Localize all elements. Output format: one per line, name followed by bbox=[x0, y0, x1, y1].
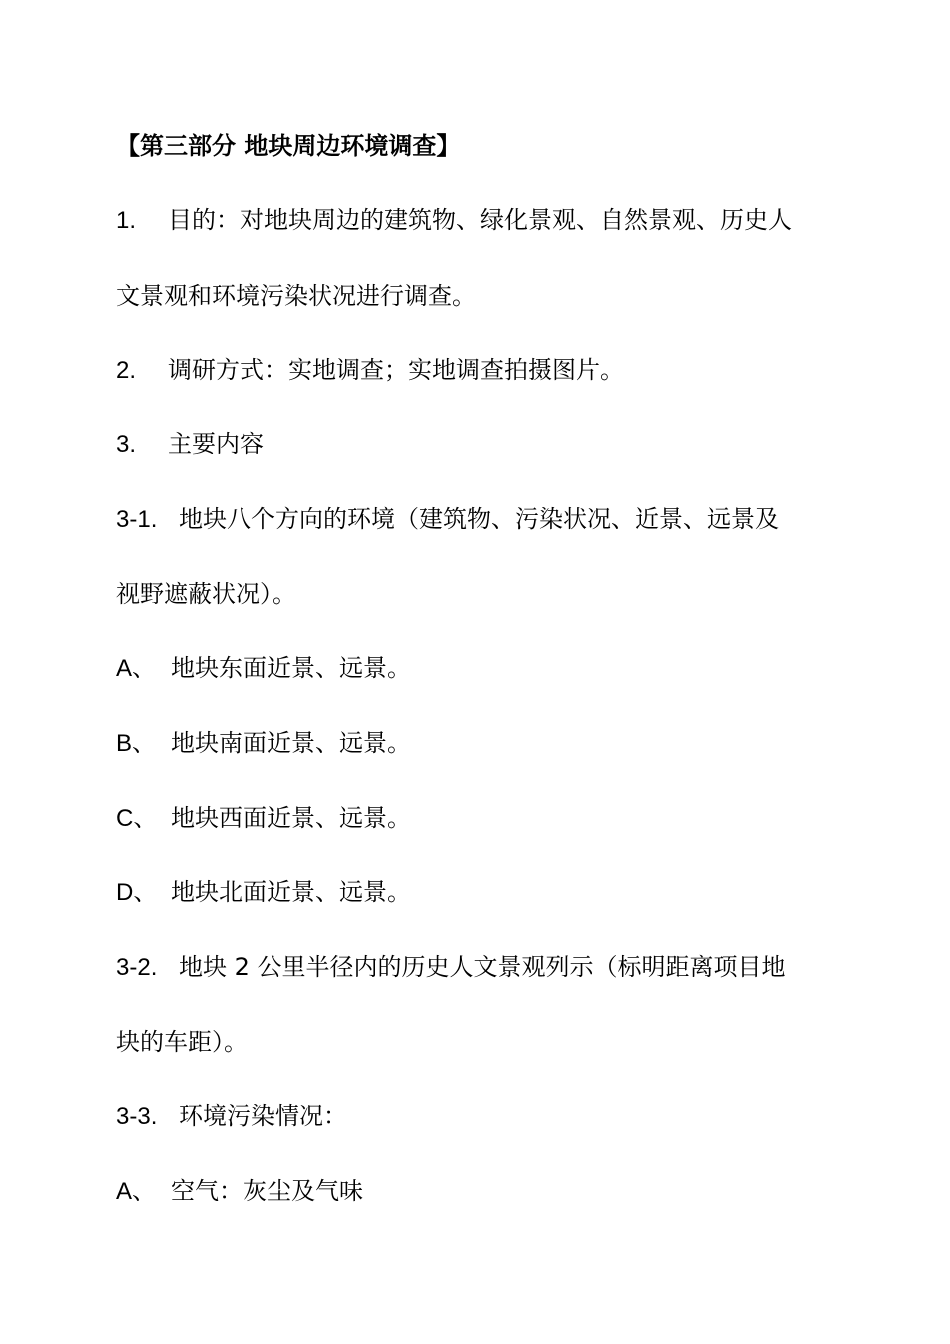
pollution-a bbox=[116, 1173, 846, 1209]
subitem-3-3 bbox=[116, 1098, 846, 1134]
subitem-3-1-line-2: 视野遮蔽状况）。 bbox=[116, 580, 296, 608]
direction-c bbox=[116, 800, 846, 836]
subitem-3-1-number: 3-1. bbox=[116, 506, 158, 533]
direction-c-text: 地块西面近景、远景。 bbox=[171, 804, 411, 832]
direction-d-text: 地块北面近景、远景。 bbox=[171, 878, 411, 906]
item-3-number: 3. bbox=[116, 431, 137, 458]
subitem-3-2-number: 3-2. bbox=[116, 954, 158, 981]
direction-d bbox=[116, 874, 846, 910]
pollution-a-text: 空气：灰尘及气味 bbox=[171, 1177, 363, 1205]
item-2-text: 调研方式：实地调查；实地调查拍摄图片。 bbox=[168, 356, 624, 384]
subitem-3-3-number: 3-3. bbox=[116, 1103, 158, 1130]
pollution-a-label: A、 bbox=[116, 1178, 157, 1205]
subitem-3-2-text-a: 地块 2 公里半径内的历史人文景观列示（标明距离项目地 bbox=[179, 953, 786, 981]
item-1-line-1 bbox=[116, 202, 846, 238]
item-3 bbox=[116, 426, 846, 462]
direction-b bbox=[116, 725, 846, 761]
subitem-3-3-text: 环境污染情况： bbox=[179, 1102, 347, 1130]
subitem-3-1-text-a: 地块八个方向的环境（建筑物、污染状况、近景、远景及 bbox=[179, 505, 779, 533]
direction-a-text: 地块东面近景、远景。 bbox=[171, 654, 411, 682]
direction-a bbox=[116, 650, 846, 686]
direction-a-label: A、 bbox=[116, 655, 157, 682]
item-3-text: 主要内容 bbox=[168, 430, 264, 458]
subitem-3-1-line-1 bbox=[116, 501, 846, 537]
item-1-text-a: 目的：对地块周边的建筑物、绿化景观、自然景观、历史人 bbox=[168, 206, 792, 234]
item-2-number: 2. bbox=[116, 357, 137, 384]
direction-b-text: 地块南面近景、远景。 bbox=[171, 729, 411, 757]
item-1-line-2: 文景观和环境污染状况进行调查。 bbox=[116, 282, 476, 310]
direction-c-label: C、 bbox=[116, 805, 158, 832]
item-2 bbox=[116, 352, 846, 388]
section-title: 【第三部分 地块周边环境调查】 bbox=[116, 132, 461, 160]
direction-b-label: B、 bbox=[116, 730, 157, 757]
subitem-3-2-line-2: 块的车距）。 bbox=[116, 1028, 248, 1056]
item-1-number: 1. bbox=[116, 207, 137, 234]
direction-d-label: D、 bbox=[116, 879, 158, 906]
subitem-3-2-line-1 bbox=[116, 949, 846, 985]
